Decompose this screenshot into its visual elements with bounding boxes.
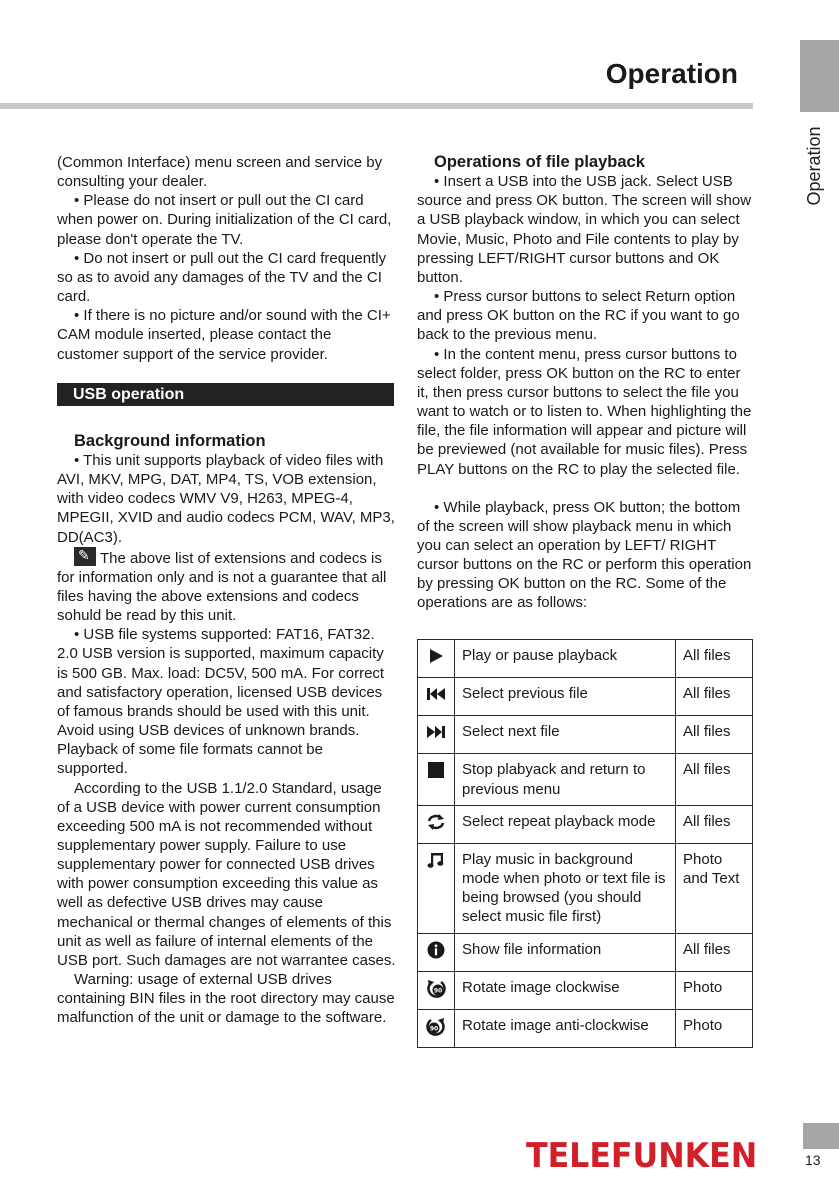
page-title: Operation [605, 58, 738, 89]
table-row [418, 640, 753, 678]
operations-table [417, 639, 753, 1048]
info-icon [425, 940, 447, 960]
section-heading-bar: USB operation [57, 383, 394, 406]
paragraph: • Do not insert or pull out the CI card frequently so as to avoid any damages of the TV and the CI card. [57, 249, 387, 306]
previous-icon [425, 684, 447, 704]
left-column [57, 153, 397, 1028]
table-cell-files: Photo [676, 1009, 753, 1047]
table-cell-description: Show file information [455, 933, 676, 971]
play-pause-icon [425, 646, 447, 666]
table-cell-files: Photo and Text [676, 843, 753, 933]
page-tab-marker [803, 1123, 839, 1149]
music-note-icon [425, 850, 447, 870]
table-cell-description: Rotate image anti-clockwise [455, 1009, 676, 1047]
table-row [418, 843, 753, 933]
stop-icon [425, 760, 447, 780]
right-column [417, 153, 753, 613]
repeat-icon [425, 812, 447, 832]
rotate-badge-label: 90 [429, 1025, 439, 1033]
paragraph: • This unit supports playback of video files with AVI, MKV, MPG, DAT, MP4, TS, VOB extension, with video codecs WMV V9, H263, MPEG-4, MPEGII, XVID and audio codecs PCM, WAV, MP3, DD(AC3). [57, 451, 395, 546]
paragraph: • USB file systems supported: FAT16, FAT32. 2.0 USB version is supported, maximum capacity is 500 GB. Max. load: DC5V, 500 mA. For correct and satisfactory operation, licensed USB devices of famous brands should be used with this unit. Avoid using USB devices of unknown brands. Playback of some file formats cannot be supported. [57, 626, 385, 778]
paragraph: (Common Interface) menu screen and service by consulting your dealer. [57, 154, 383, 191]
table-cell-files: All files [676, 716, 753, 754]
table-row [418, 678, 753, 716]
table-cell-files: All files [676, 640, 753, 678]
table-cell-description: Stop plabyack and return to previous menu [455, 754, 676, 805]
table-row [418, 754, 753, 805]
table-cell-description: Play music in background mode when photo or text file is being browsed (you should select music file first) [455, 843, 676, 933]
table-cell-description: Rotate image clockwise [455, 971, 676, 1009]
header-rule [0, 103, 753, 109]
table-cell-files: All files [676, 678, 753, 716]
brand-logo: TELEFUNKEN [526, 1136, 758, 1176]
table-row [418, 933, 753, 971]
paragraph: Warning: usage of external USB drives containing BIN files in the root directory may cause malfunction of the unit or damage to the software. [57, 971, 395, 1027]
table-cell-files: All files [676, 933, 753, 971]
table-row [418, 716, 753, 754]
paragraph: • In the content menu, press cursor buttons to select folder, press OK button on the RC to enter it, then press cursor buttons to select the file you want to watch or to listen to. When highlighting the file, the file information will appear and picture will be previewed (not available for music files). Press PLAY buttons on the RC to play the selected file. [417, 345, 752, 478]
paragraph: According to the USB 1.1/2.0 Standard, usage of a USB device with power current consumption exceeding 500 mA is not recommended without supplementary power supply. Failure to use supplementary power for connected USB drives with power consumption exceeding this value as well as defective USB drives may cause mechanical or thermal changes of elements of this unit as well as failure of internal elements of the USB port. Such damages are not warrantee cases. [57, 779, 396, 969]
table-cell-files: All files [676, 805, 753, 843]
paragraph: • Insert a USB into the USB jack. Select USB source and press OK button. The screen will show a USB playback window, in which you can select Movie, Music, Photo and File contents to play by pressing LEFT/RIGHT cursor buttons and OK button. [417, 173, 752, 286]
paragraph: • While playback, press OK button; the bottom of the screen will show playback menu in which you can select an operation by LEFT/ RIGHT cursor buttons on the RC or perform this operation by pressing OK button on the RC. Some of the operations are as follows: [417, 498, 752, 612]
table-cell-description: Play or pause playback [455, 640, 676, 678]
subheading: Operations of file playback [434, 153, 645, 171]
side-section-label: Operation [804, 126, 824, 206]
table-cell-description: Select next file [455, 716, 676, 754]
next-icon [425, 722, 447, 742]
table-cell-files: All files [676, 754, 753, 805]
paragraph: • If there is no picture and/or sound with the CI+ CAM module inserted, please contact the customer support of the service provider. [57, 307, 391, 363]
table-row [418, 1009, 753, 1047]
rotate-anticlockwise-icon [425, 1016, 447, 1036]
paragraph: • Please do not insert or pull out the CI card when power on. During initialization of the CI card, please don't operate the TV. [57, 192, 392, 248]
table-cell-description: Select repeat playback mode [455, 805, 676, 843]
note-icon [74, 547, 96, 566]
table-cell-description: Select previous file [455, 678, 676, 716]
page-number: 13 [805, 1152, 821, 1168]
note-paragraph: ✎The above list of extensions and codecs is for information only and is not a guarantee that all files having the above extensions and codecs sohuld be read by this unit. [57, 547, 397, 626]
table-row [418, 971, 753, 1009]
side-tab-marker [800, 40, 839, 112]
table-row [418, 805, 753, 843]
rotate-clockwise-icon [425, 978, 447, 998]
table-cell-files: Photo [676, 971, 753, 1009]
rotate-badge-label: 90 [433, 987, 443, 995]
subheading: Background information [74, 431, 266, 450]
paragraph: • Press cursor buttons to select Return option and press OK button on the RC if you want to go back to the previous menu. [417, 288, 740, 344]
